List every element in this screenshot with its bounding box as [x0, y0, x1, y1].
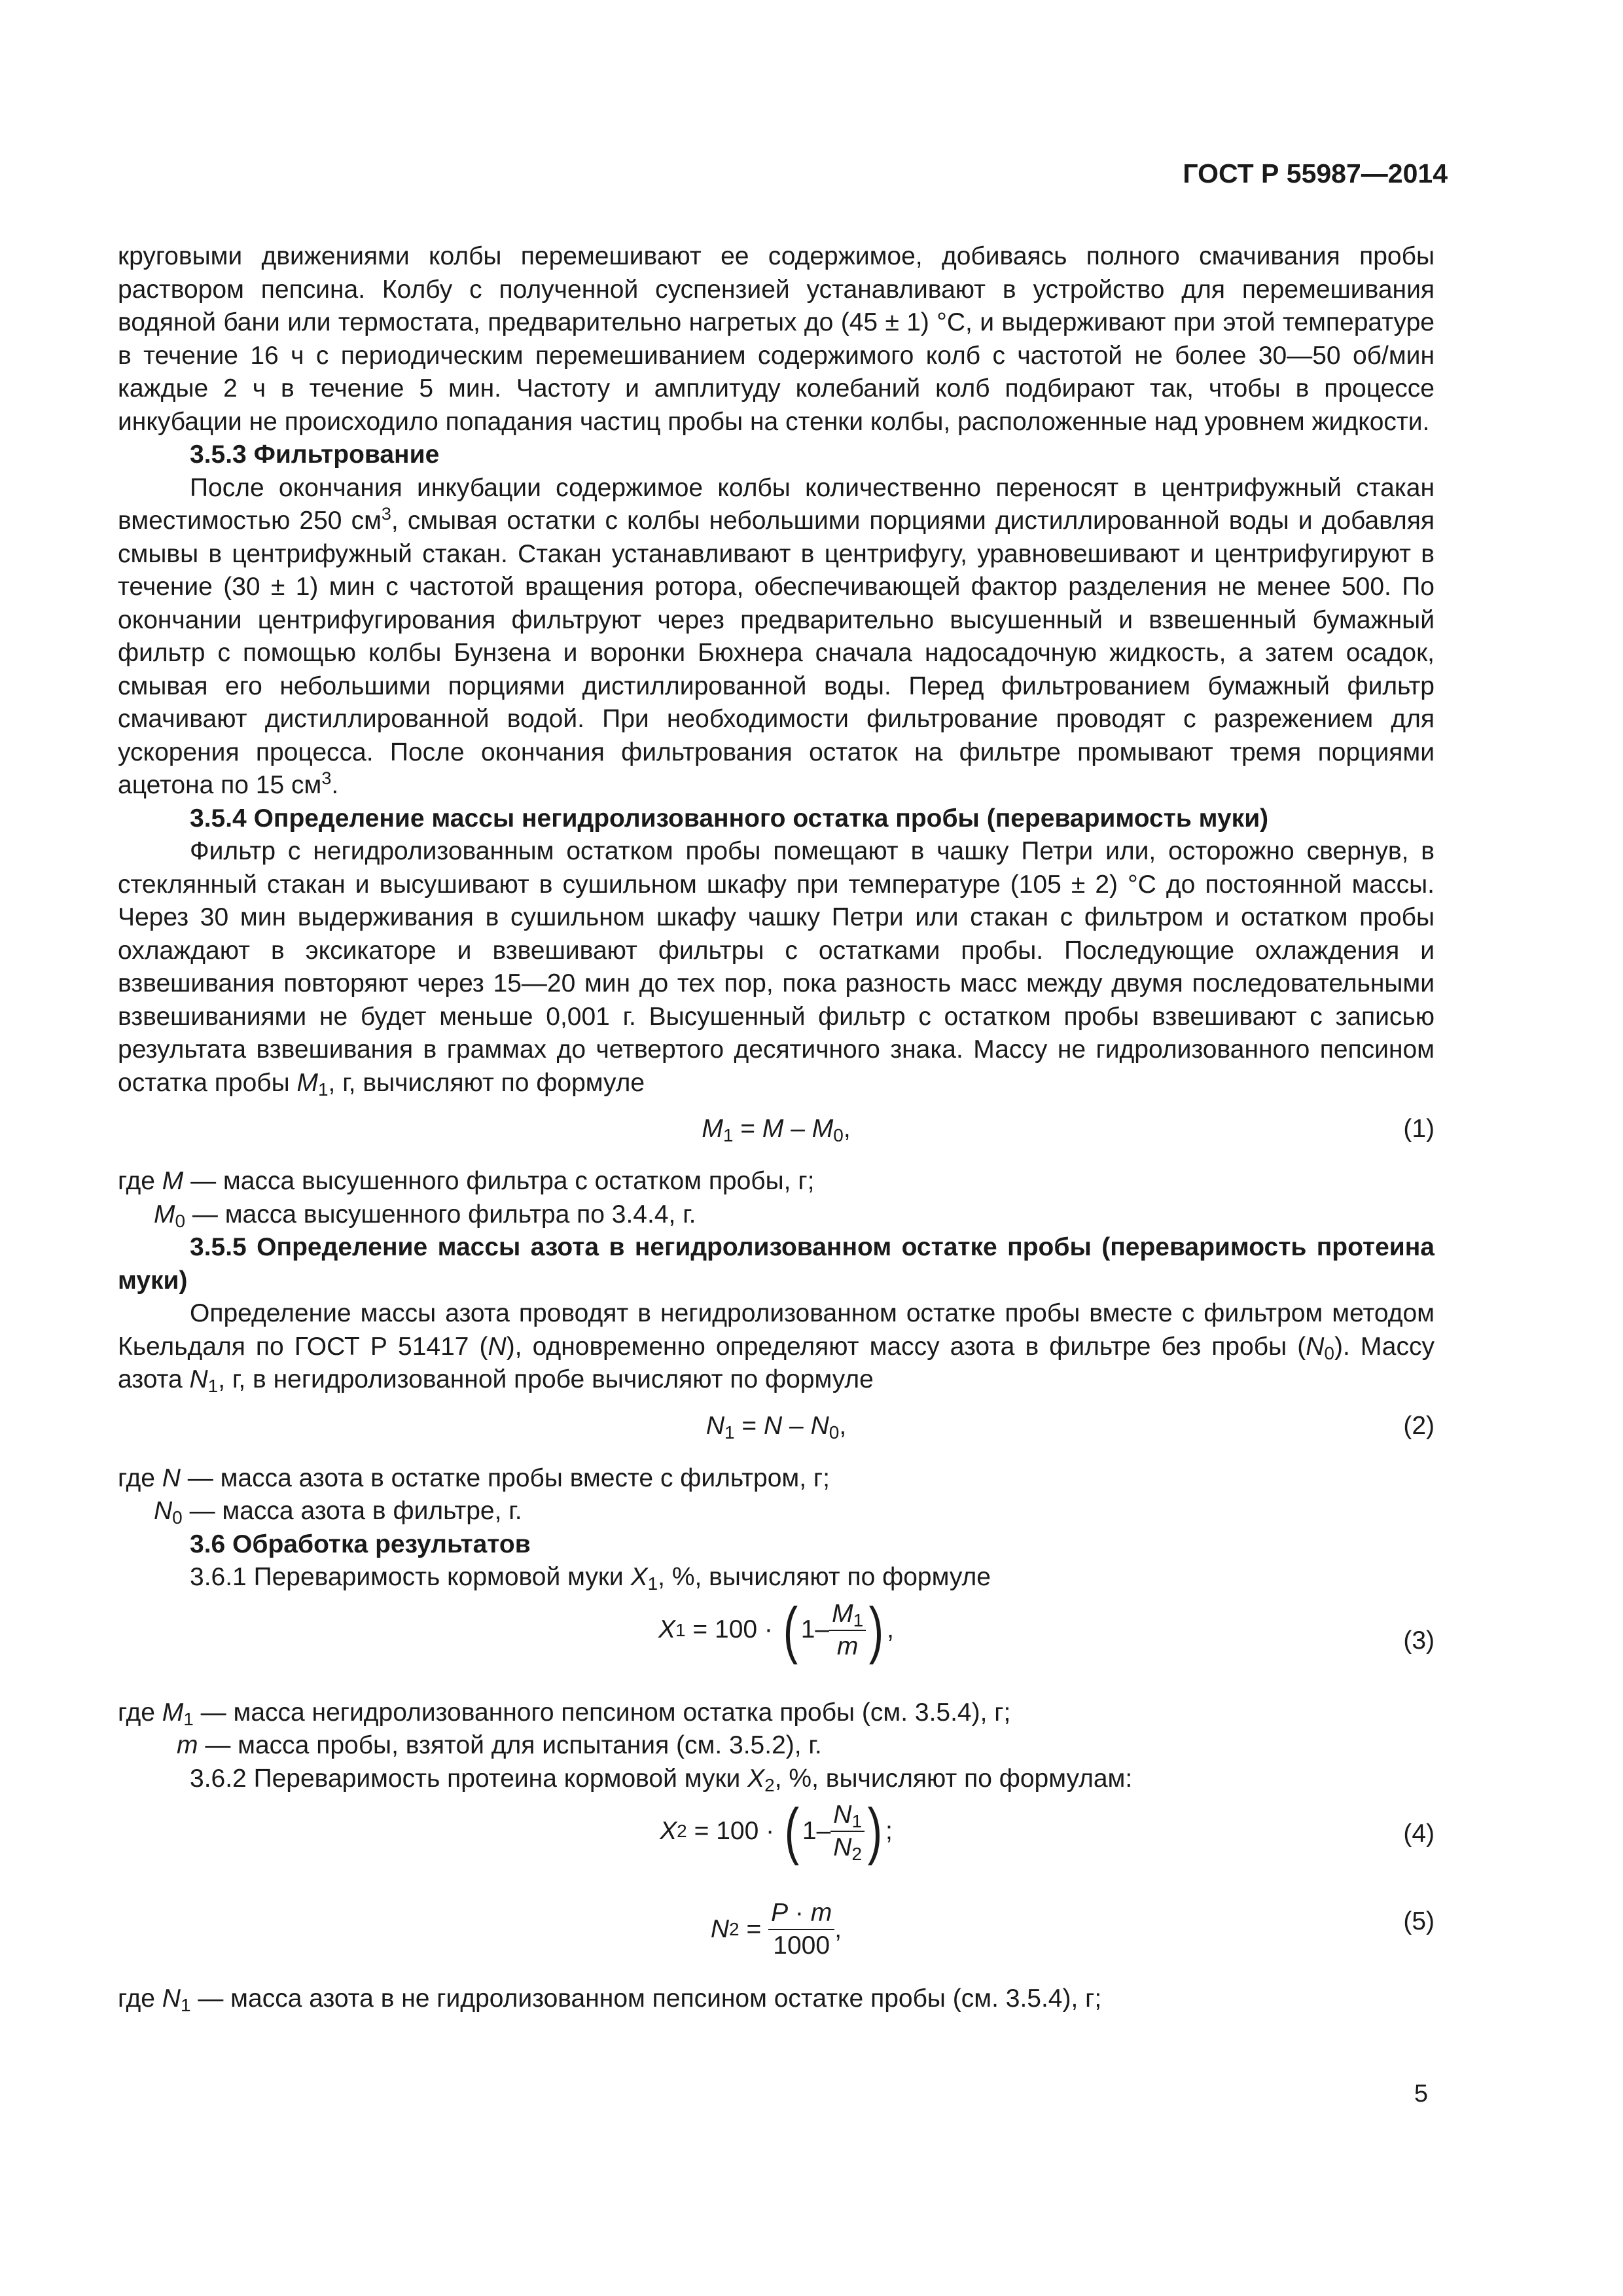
formula-5 — [118, 1897, 1435, 1976]
text: . — [331, 771, 339, 799]
text: , г, вычисляют по формуле — [328, 1068, 645, 1097]
formula-4-number: (4) — [1403, 1820, 1435, 1848]
definition-m1: где $M_1$ — масса негидролизованного пепсином остатка пробы (см. 3.5.4), г; — [118, 1698, 1011, 1729]
heading-3-5-5: 3.5.5 Определение массы азота в негидролизованном остатке пробы (переваримость протеина муки) — [118, 1233, 1435, 1295]
symbol: M — [296, 1068, 318, 1097]
paragraph-nitrogen: Определение массы азота проводят в негидролизованном остатке пробы вместе с фильтром методом Кьельдаля по ГОСТ Р 51417 (N), одновременно определяют массу азота в фильтре без пробы $(N_0)$. Массу азота $N_1$, г, в негидролизованной пробе вычисляют по формуле — [118, 1299, 1435, 1396]
formula-5-number: (5) — [1403, 1907, 1435, 1935]
definition-m0: $M_0$ — масса высушенного фильтра по 3.4.4, г. — [154, 1200, 696, 1231]
formula-1-expression: $M_1 = M - M_0$, — [702, 1115, 851, 1145]
text: , смывая остатки с колбы небольшими порциями дистиллированной воды и добавляя смывы в центрифужный стакан. Стакан устанавливают в центрифугу, уравновешивают и центрифугируют в течение (30 ± 1) мин с частотой вращения ротора, обеспечивающей фактор разделения не менее 500. По окончании центрифугирования фильтруют через предварительно высушенный и взвешенный бумажный фильтр с помощью колбы Бунзена и воронки Бюхнера сначала надосадочную жидкость, а затем осадок, смывая его небольшими порциями дистиллированной воды. Перед фильтрованием бумажный фильтр смачивают дистиллированной водой. При необходимости фильтрование проводят с разрежением для ускорения процесса. После окончания фильтрования остаток на фильтре промывают тремя порциями ацетона по 15 см — [118, 507, 1435, 799]
definition-n0: $N_0$ — масса азота в фильтре, г. — [154, 1497, 522, 1528]
subscript: 1 — [317, 1079, 329, 1100]
superscript: 3 — [381, 504, 391, 524]
definition-m: где M — масса высушенного фильтра с остатком пробы, г; — [118, 1167, 815, 1195]
formula-4 — [118, 1796, 1435, 1891]
paragraph-incubation: круговыми движениями колбы перемешивают ее содержимое, добиваясь полного смачивания пробы раствором пепсина. Колбу с полученной суспензией устанавливают в устройство для перемешивания водяной бани или термостата, предварительно нагретых до (45 ± 1) °С, и выдерживают при этой температуре в течение 16 ч с периодическим перемешиванием содержимого колб с частотой не более 30—50 об/мин каждые 2 ч в течение 5 мин. Частоту и амплитуду колебаний колб подбирают так, чтобы в процессе инкубации не происходило попадания частиц пробы на стенки колбы, расположенные над уровнем жидкости. — [118, 242, 1435, 436]
formula-2 — [118, 1410, 1435, 1449]
heading-3-5-3: 3.5.3 Фильтрование — [190, 440, 440, 469]
formula-4-expression: X 2 = 100 · ( 1– $\frac{N_1}{N_2}$ ) ; — [660, 1796, 893, 1866]
heading-3-5-4: 3.5.4 Определение массы негидролизованного остатка пробы (переваримость муки) — [190, 804, 1269, 833]
definition-small-m: m — масса пробы, взятой для испытания (см. 3.5.2), г. — [177, 1731, 822, 1759]
paragraph-filtration — [118, 472, 1435, 802]
definition-n1: где $N_1$ — масса азота в не гидролизованном пепсином остатке пробы (см. 3.5.4), г; — [118, 1984, 1102, 2015]
definition-n: где N — масса азота в остатке пробы вместе с фильтром, г; — [118, 1463, 830, 1492]
formula-2-number: (2) — [1403, 1411, 1435, 1440]
formula-3-expression: X 1 = 100 · ( 1– $\frac{M_1}{m}$ ) , — [658, 1594, 895, 1665]
paragraph-3-6-1: 3.6.1 Переваримость кормовой муки $X_1$, %, вычисляют по формуле — [190, 1563, 991, 1594]
paragraph-mass-determination — [118, 835, 1435, 1100]
formula-3-number: (3) — [1403, 1626, 1435, 1655]
text: Фильтр с негидролизованным остатком пробы помещают в чашку Петри или, осторожно свернув, в стеклянный стакан и высушивают в сушильном шкафу при температуре (105 ± 2) °С до постоянной массы. Через 30 мин выдерживания в сушильном шкафу чашку Петри или стакан с фильтром и остатком пробы охлаждают в эксикаторе и взвешивают фильтры с остатками пробы. Последующие охлаждения и взвешивания повторяют через 15—20 мин до тех пор, пока разность масс между двумя последовательными взвешиваниями не будет меньше 0,001 г. Высушенный фильтр с остатком пробы взвешивают с записью результата взвешивания в граммах до четвертого десятичного знака. Массу не гидролизованного пепсином остатка пробы — [118, 837, 1435, 1097]
text: После окончания инкубации содержимое колбы количественно переносят в центрифужный стакан вместимостью 250 см — [118, 473, 1435, 535]
page-number: 5 — [1414, 2080, 1428, 2108]
superscript: 3 — [321, 768, 332, 788]
heading-3-6: 3.6 Обработка результатов — [190, 1530, 531, 1558]
formula-1 — [118, 1113, 1435, 1152]
paragraph-3-6-2: 3.6.2 Переваримость протеина кормовой муки $X_2$, %, вычисляют по формулам: — [190, 1764, 1133, 1795]
formula-5-expression: N 2 = $\frac{P \cdot m}{1000}$ , — [710, 1899, 842, 1960]
page-body — [118, 240, 1435, 2016]
formula-2-expression: $N_1 = N - N_0$, — [705, 1411, 847, 1443]
formula-1-number: (1) — [1403, 1115, 1435, 1143]
formula-3 — [118, 1594, 1435, 1690]
document-code: ГОСТ Р 55987—2014 — [1183, 158, 1448, 188]
